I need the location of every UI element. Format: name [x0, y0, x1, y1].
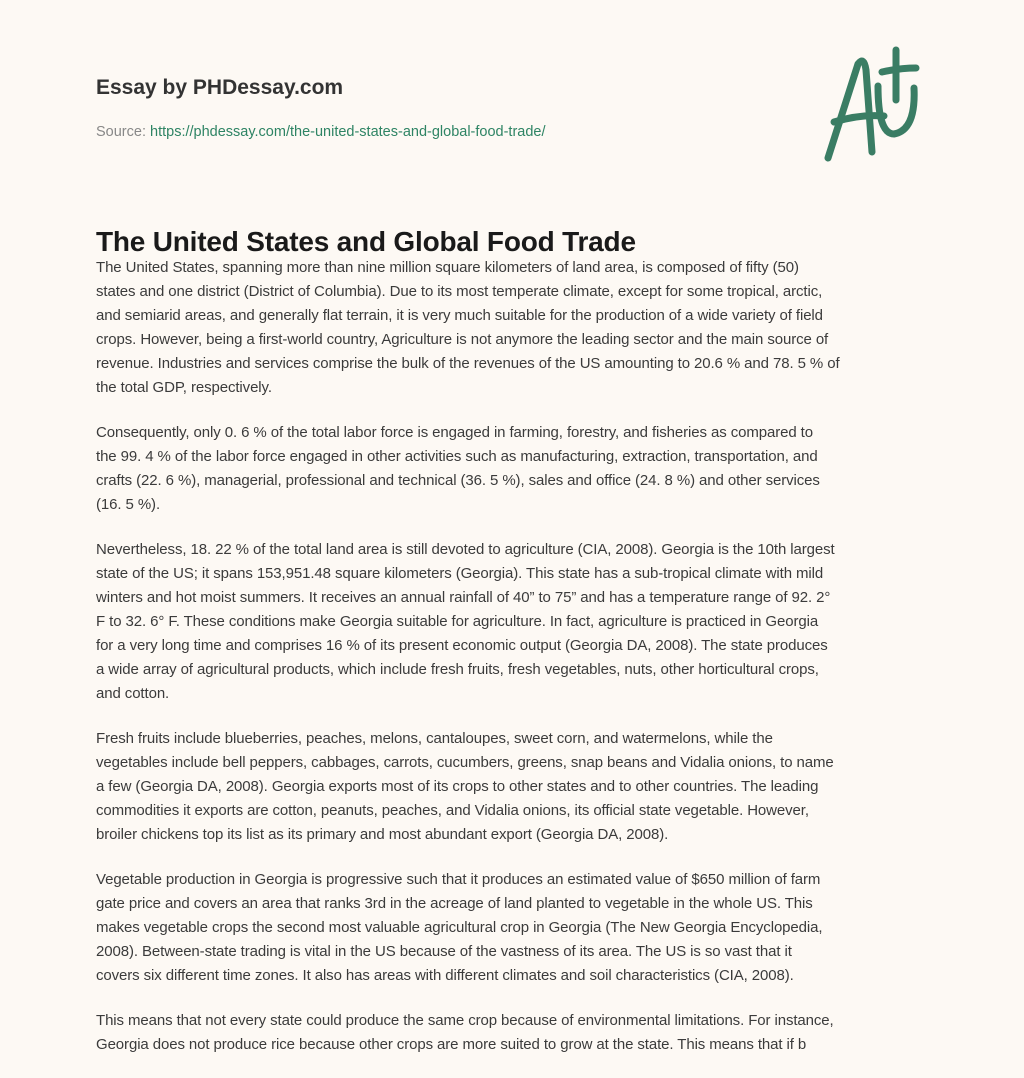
paragraph-line: makes vegetable crops the second most valuable agricultural crop in Georgia (The New Georgia Encyclopedia,: [96, 919, 823, 936]
essay-paragraph: [96, 727, 936, 847]
source-line: [96, 124, 546, 140]
paragraph-line: a few (Georgia DA, 2008). Georgia exports most of its crops to other states and to other countries. The leading: [96, 778, 819, 795]
source-link[interactable]: https://phdessay.com/the-united-states-and-global-food-trade/: [150, 124, 546, 140]
paragraph-line: Consequently, only 0. 6 % of the total labor force is engaged in farming, forestry, and fisheries as compared to: [96, 424, 813, 441]
site-brand: Essay by PHDessay.com: [96, 76, 344, 99]
paragraph-line: commodities it exports are cotton, peanuts, peaches, and Vidalia onions, its official state vegetable. However,: [96, 802, 809, 819]
paragraph-line: Vegetable production in Georgia is progressive such that it produces an estimated value of $650 million of farm: [96, 871, 821, 888]
paragraph-line: state of the US; it spans 153,951.48 square kilometers (Georgia). This state has a sub-tropical climate with mild: [96, 565, 824, 582]
paragraph-line: broiler chickens top its list as its primary and most abundant export (Georgia DA, 2008).: [96, 826, 669, 843]
paragraph-line: and cotton.: [96, 685, 170, 702]
essay-paragraph: [96, 538, 936, 706]
paragraph-line: and semiarid areas, and generally flat terrain, it is very much suitable for the production of a wide variety of field: [96, 307, 823, 324]
paragraph-line: The United States, spanning more than nine million square kilometers of land area, is composed of fifty (50): [96, 259, 799, 276]
paragraph-line: (16. 5 %).: [96, 496, 161, 513]
paragraph-line: for a very long time and comprises 16 % of its present economic output (Georgia DA, 2008). The state produces: [96, 637, 828, 654]
paragraph-line: crafts (22. 6 %), managerial, professional and technical (36. 5 %), sales and office (24. 8 %) and other services: [96, 472, 820, 489]
essay-paragraph: [96, 256, 936, 400]
paragraph-line: the 99. 4 % of the labor force engaged in other activities such as manufacturing, extraction, transportation, and: [96, 448, 818, 465]
paragraph-line: gate price and covers an area that ranks 3rd in the acreage of land planted to vegetable in the whole US. This: [96, 895, 813, 912]
paragraph-line: winters and hot moist summers. It receives an annual rainfall of 40” to 75” and has a temperature range of 92. 2°: [96, 589, 831, 606]
essay-paragraph: [96, 421, 936, 517]
paragraph-line: This means that not every state could produce the same crop because of environmental limitations. For instance,: [96, 1012, 834, 1029]
a-plus-logo-icon: [820, 42, 930, 166]
essay-body: [96, 256, 936, 1078]
paragraph-line: states and one district (District of Columbia). Due to its most temperate climate, except for some tropical, arctic,: [96, 283, 823, 300]
paragraph-line: F to 32. 6° F. These conditions make Georgia suitable for agriculture. In fact, agriculture is practiced in Georgia: [96, 613, 819, 630]
paragraph-line: Georgia does not produce rice because other crops are more suited to grow at the state. This means that if b: [96, 1036, 807, 1053]
paragraph-line: the total GDP, respectively.: [96, 379, 272, 396]
paragraph-line: a wide array of agricultural products, which include fresh fruits, fresh vegetables, nuts, other horticultural crops,: [96, 661, 819, 678]
paragraph-line: 2008). Between-state trading is vital in the US because of the vastness of its area. The US is so vast that it: [96, 943, 792, 960]
paragraph-line: revenue. Industries and services comprise the bulk of the revenues of the US amounting to 20.6 % and 78. 5 % of: [96, 355, 840, 372]
paragraph-line: crops. However, being a first-world country, Agriculture is not anymore the leading sector and the main source of: [96, 331, 829, 348]
source-label: Source:: [96, 124, 146, 140]
essay-title: The United States and Global Food Trade: [96, 226, 636, 257]
paragraph-line: Fresh fruits include blueberries, peaches, melons, cantaloupes, sweet corn, and watermelons, while the: [96, 730, 773, 747]
paragraph-line: Nevertheless, 18. 22 % of the total land area is still devoted to agriculture (CIA, 2008). Georgia is the 10th largest: [96, 541, 835, 558]
paragraph-line: covers six different time zones. It also has areas with different climates and soil characteristics (CIA, 2008).: [96, 967, 794, 984]
paragraph-line: vegetables include bell peppers, cabbages, carrots, cucumbers, greens, snap beans and Vidalia onions, to name: [96, 754, 834, 771]
essay-paragraph: [96, 1009, 936, 1057]
essay-paragraph: [96, 868, 936, 988]
